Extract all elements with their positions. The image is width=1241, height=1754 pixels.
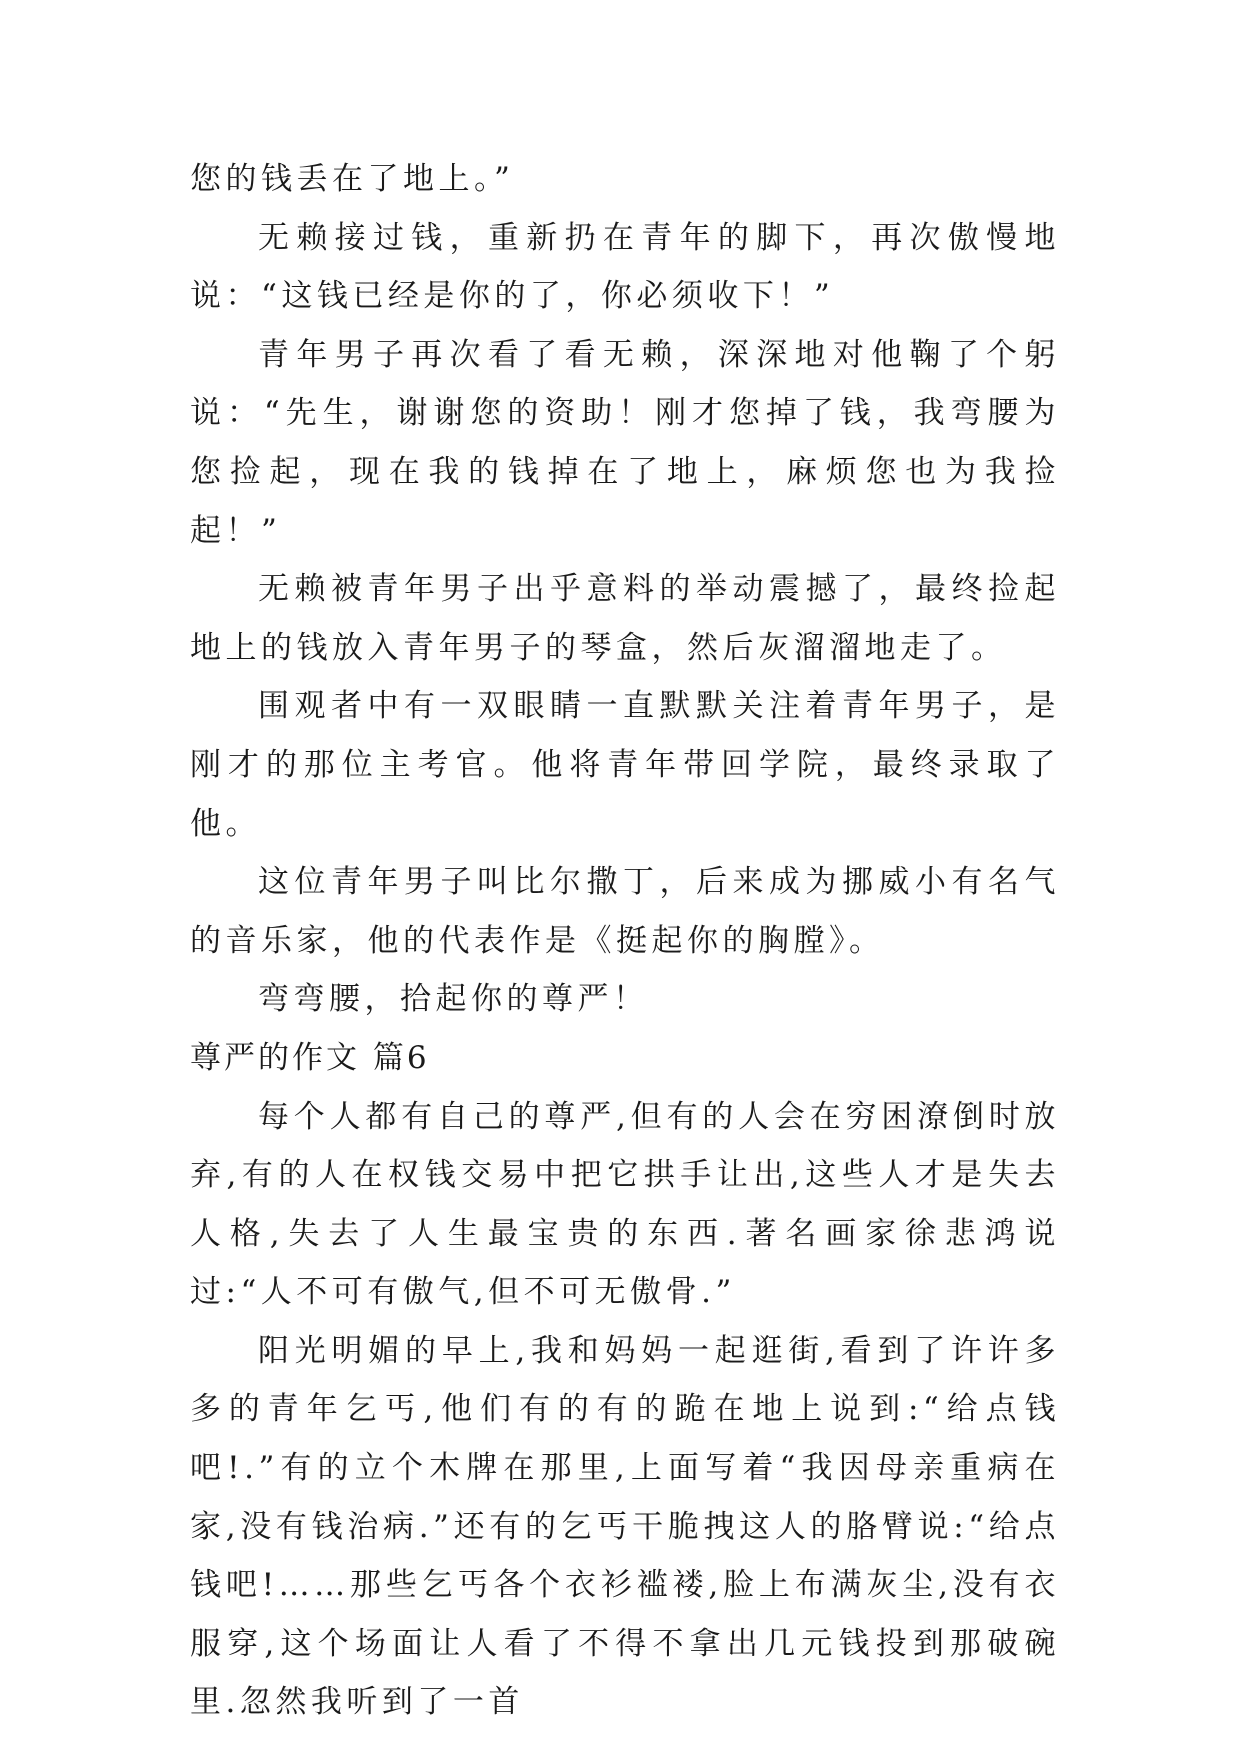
paragraph: 无赖被青年男子出乎意料的举动震撼了，最终捡起地上的钱放入青年男子的琴盒，然后灰溜溜地走了。 <box>190 571 1060 666</box>
paragraph: 无赖接过钱，重新扔在青年的脚下，再次傲慢地说：“这钱已经是你的了，你必须收下！” <box>190 219 1060 315</box>
paragraph: 阳光明媚的早上,我和妈妈一起逛街,看到了许许多多的青年乞丐,他们有的有的跪在地上说到:“给点钱吧!.”有的立个木牌在那里,上面写着“我因母亲重病在家,没有钱治病.”还有的乞丐干脆拽这人的胳臂说:“给点钱吧!……那些乞丐各个衣衫褴褛,脸上布满灰尘,没有衣服穿,这个场面让人看了不得不拿出几元钱投到那破碗里.忽然我听到了一首 <box>190 1332 1060 1721</box>
paragraph: 青年男子再次看了看无赖，深深地对他鞠了个躬说：“先生，谢谢您的资助！刚才您掉了钱，我弯腰为您捡起，现在我的钱掉在了地上，麻烦您也为我捡起！” <box>190 336 1060 549</box>
paragraph: 围观者中有一双眼睛一直默默关注着青年男子，是刚才的那位主考官。他将青年带回学院，最终录取了他。 <box>190 688 1060 842</box>
paragraph: 弯弯腰，拾起你的尊严！ <box>258 981 649 1018</box>
paragraph: 您的钱丢在了地上。” <box>190 161 515 197</box>
section-title: 尊严的作文 篇6 <box>190 1039 430 1076</box>
paragraph: 这位青年男子叫比尔撒丁，后来成为挪威小有名气的音乐家，他的代表作是《挺起你的胸膛》。 <box>190 864 1060 959</box>
document-body <box>190 150 1060 1732</box>
paragraph: 每个人都有自己的尊严,但有的人会在穷困潦倒时放弃,有的人在权钱交易中把它拱手让出,这些人才是失去人格,失去了人生最宝贵的东西.著名画家徐悲鸿说过:“人不可有傲气,但不可无傲骨.” <box>190 1098 1060 1311</box>
